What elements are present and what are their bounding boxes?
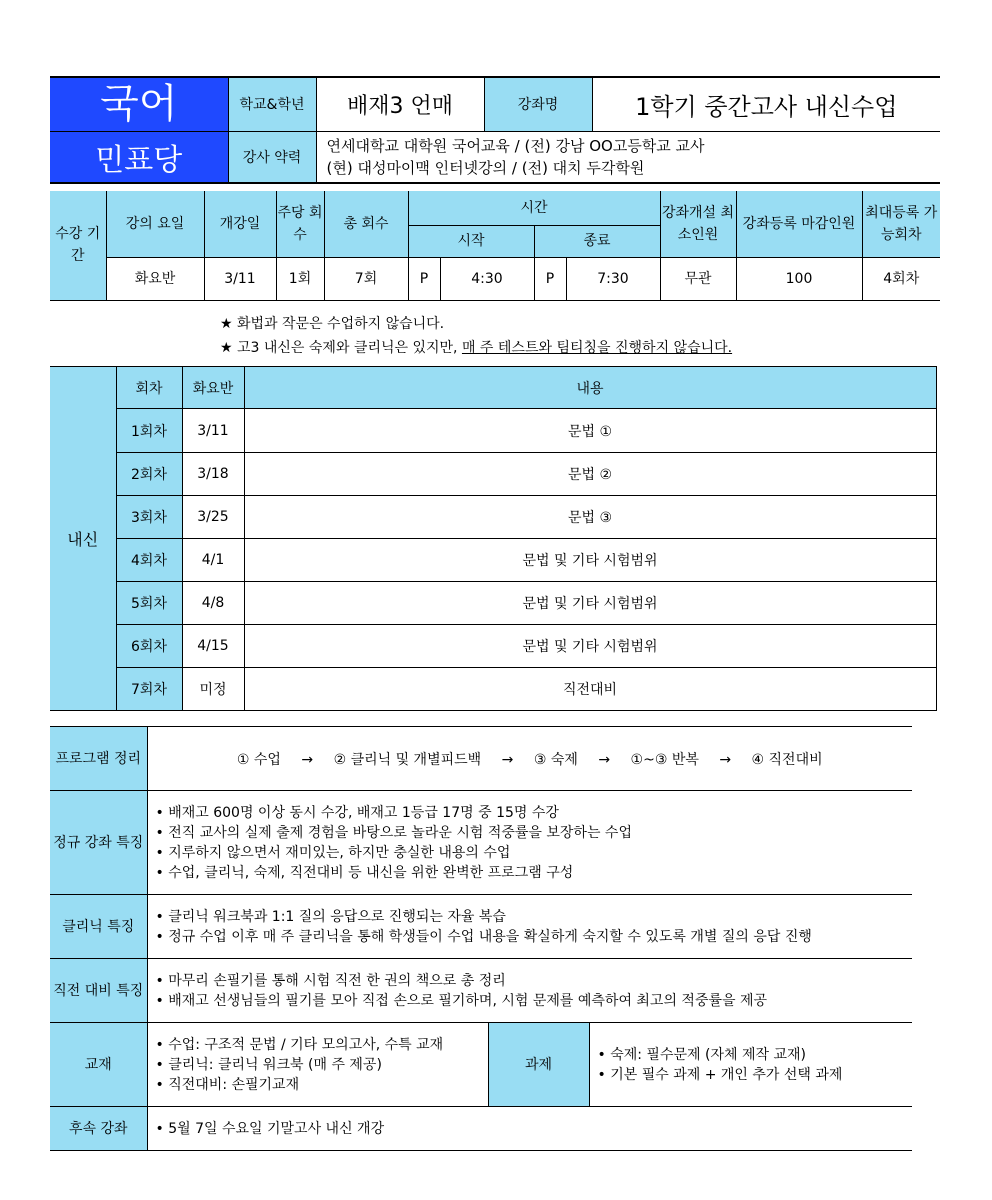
header-end: 종료 <box>534 225 660 257</box>
textbook-list <box>147 1023 488 1107</box>
career-label: 강사 약력 <box>228 131 316 183</box>
note-2-prefix: ★ 고3 내신은 숙제와 클리닉은 있지만, <box>220 340 462 356</box>
session-cell: 5회차 <box>116 582 182 625</box>
header-table <box>50 76 940 184</box>
content-cell: 문법 및 기타 시험범위 <box>244 582 936 625</box>
list-item: • 정규 수업 이후 매 주 클리닉을 통해 학생들이 수업 내용을 확실하게 숙지할 수 있도록 개별 질의 응답 진행 <box>156 927 913 947</box>
homework-list <box>589 1023 912 1107</box>
curr-header-content: 내용 <box>244 367 936 409</box>
program-table <box>50 726 912 1151</box>
arrow-right-icon: → <box>719 751 732 768</box>
list-item: • 배재고 선생님들의 필기를 모아 직접 손으로 필기하며, 시험 문제를 예측하여 최고의 적중률을 제공 <box>156 991 913 1011</box>
followup-label: 후속 강좌 <box>50 1107 147 1151</box>
program-flow <box>147 727 912 791</box>
homework-label: 과제 <box>488 1023 589 1107</box>
session-cell: 7회차 <box>116 668 182 711</box>
flow-step-5: ④ 직전대비 <box>751 751 823 768</box>
note-2 <box>220 336 732 360</box>
list-item: • 숙제: 필수문제 (자체 제작 교재) <box>598 1045 913 1065</box>
program-summary-label: 프로그램 정리 <box>50 727 147 791</box>
table-row <box>50 453 936 496</box>
session-cell: 4회차 <box>116 539 182 582</box>
date-cell: 4/8 <box>182 582 244 625</box>
list-item: • 전직 교사의 실제 출제 경험을 바탕으로 놀라운 시험 적중률을 보장하는 수업 <box>156 823 913 843</box>
header-start: 시작 <box>408 225 534 257</box>
flow-step-2: ② 클리닉 및 개별피드백 <box>333 751 482 768</box>
arrow-right-icon: → <box>301 751 314 768</box>
header-day: 강의 요일 <box>106 191 204 257</box>
row-start-time: 4:30 <box>440 257 534 300</box>
clinic-features <box>147 895 912 959</box>
table-row <box>50 668 936 711</box>
row-reg: 4회차 <box>862 257 940 300</box>
date-cell: 3/11 <box>182 409 244 453</box>
content-cell: 문법 ③ <box>244 496 936 539</box>
content-cell: 문법 ① <box>244 409 936 453</box>
session-cell: 3회차 <box>116 496 182 539</box>
flow-step-4: ①~③ 반복 <box>630 751 699 768</box>
career-line-2: (현) 대성마이맥 인터넷강의 / (전) 대치 두각학원 <box>326 158 645 177</box>
list-item: • 클리닉: 클리닉 워크북 (매 주 제공) <box>156 1055 488 1075</box>
school-value: 배재3 언매 <box>316 77 484 131</box>
note-1: ★ 화법과 작문은 수업하지 않습니다. <box>220 316 445 332</box>
arrow-right-icon: → <box>598 751 611 768</box>
date-cell: 4/1 <box>182 539 244 582</box>
school-label: 학교&학년 <box>228 77 316 131</box>
content-cell: 문법 및 기타 시험범위 <box>244 539 936 582</box>
session-cell: 1회차 <box>116 409 182 453</box>
subject-title: 국어 <box>50 77 228 131</box>
header-start-date: 개강일 <box>204 191 276 257</box>
list-item: • 수업, 클리닉, 숙제, 직전대비 등 내신을 위한 완벽한 프로그램 구성 <box>156 863 913 883</box>
notes <box>220 312 732 360</box>
flow-step-3: ③ 숙제 <box>533 751 578 768</box>
date-cell: 미정 <box>182 668 244 711</box>
final-label: 직전 대비 특징 <box>50 959 147 1023</box>
row-end-ampm: P <box>534 257 566 300</box>
list-item: • 마무리 손필기를 통해 시험 직전 한 권의 책으로 총 정리 <box>156 971 913 991</box>
list-item: • 클리닉 워크북과 1:1 질의 응답으로 진행되는 자율 복습 <box>156 907 913 927</box>
content-cell: 직전대비 <box>244 668 936 711</box>
career-line-1: 연세대학교 대학원 국어교육 / (전) 강남 OO고등학교 교사 <box>326 136 705 155</box>
final-features <box>147 959 912 1023</box>
row-start-date: 3/11 <box>204 257 276 300</box>
table-row <box>50 582 936 625</box>
curr-header-day: 화요반 <box>182 367 244 409</box>
table-row <box>50 409 936 453</box>
arrow-right-icon: → <box>501 751 514 768</box>
clinic-label: 클리닉 특징 <box>50 895 147 959</box>
table-row <box>50 496 936 539</box>
content-cell: 문법 ② <box>244 453 936 496</box>
row-max: 100 <box>736 257 862 300</box>
lecture-title: 1학기 중간고사 내신수업 <box>592 77 940 131</box>
row-total: 7회 <box>324 257 408 300</box>
row-end-time: 7:30 <box>566 257 660 300</box>
list-item: • 5월 7일 수요일 기말고사 내신 개강 <box>156 1119 913 1139</box>
list-item: • 배재고 600명 이상 동시 수강, 배재고 1등급 17명 중 15명 수강 <box>156 803 913 823</box>
curr-header-session: 회차 <box>116 367 182 409</box>
row-weekly: 1회 <box>276 257 324 300</box>
list-item: • 기본 필수 과제 + 개인 추가 선택 과제 <box>598 1065 913 1085</box>
content-cell: 문법 및 기타 시험범위 <box>244 625 936 668</box>
note-2-underlined: 매 주 테스트와 팀티칭을 진행하지 않습니다. <box>461 340 733 356</box>
table-row <box>50 539 936 582</box>
header-reg: 최대등록 가능회차 <box>862 191 940 257</box>
followup-list <box>147 1107 912 1151</box>
list-item: • 지루하지 않으면서 재미있는, 하지만 충실한 내용의 수업 <box>156 843 913 863</box>
teacher-name: 민표당 <box>50 131 228 183</box>
header-min: 강좌개설 최소인원 <box>660 191 736 257</box>
date-cell: 3/18 <box>182 453 244 496</box>
lecture-label: 강좌명 <box>484 77 592 131</box>
textbook-label: 교재 <box>50 1023 147 1107</box>
list-item: • 직전대비: 손필기교재 <box>156 1075 488 1095</box>
header-weekly: 주당 회수 <box>276 191 324 257</box>
row-start-ampm: P <box>408 257 440 300</box>
header-max: 강좌등록 마감인원 <box>736 191 862 257</box>
date-cell: 3/25 <box>182 496 244 539</box>
regular-features <box>147 791 912 895</box>
row-min: 무관 <box>660 257 736 300</box>
period-label: 수강 기간 <box>50 191 106 300</box>
header-total: 총 회수 <box>324 191 408 257</box>
curriculum-table <box>50 366 937 711</box>
header-time: 시간 <box>408 191 660 225</box>
curriculum-section-label: 내신 <box>50 367 116 711</box>
row-day: 화요반 <box>106 257 204 300</box>
teacher-career <box>316 131 940 183</box>
schedule-table <box>50 191 940 301</box>
regular-label: 정규 강좌 특징 <box>50 791 147 895</box>
table-row <box>50 625 936 668</box>
date-cell: 4/15 <box>182 625 244 668</box>
session-cell: 6회차 <box>116 625 182 668</box>
flow-step-1: ① 수업 <box>236 751 281 768</box>
session-cell: 2회차 <box>116 453 182 496</box>
list-item: • 수업: 구조적 문법 / 기타 모의고사, 수특 교재 <box>156 1035 488 1055</box>
